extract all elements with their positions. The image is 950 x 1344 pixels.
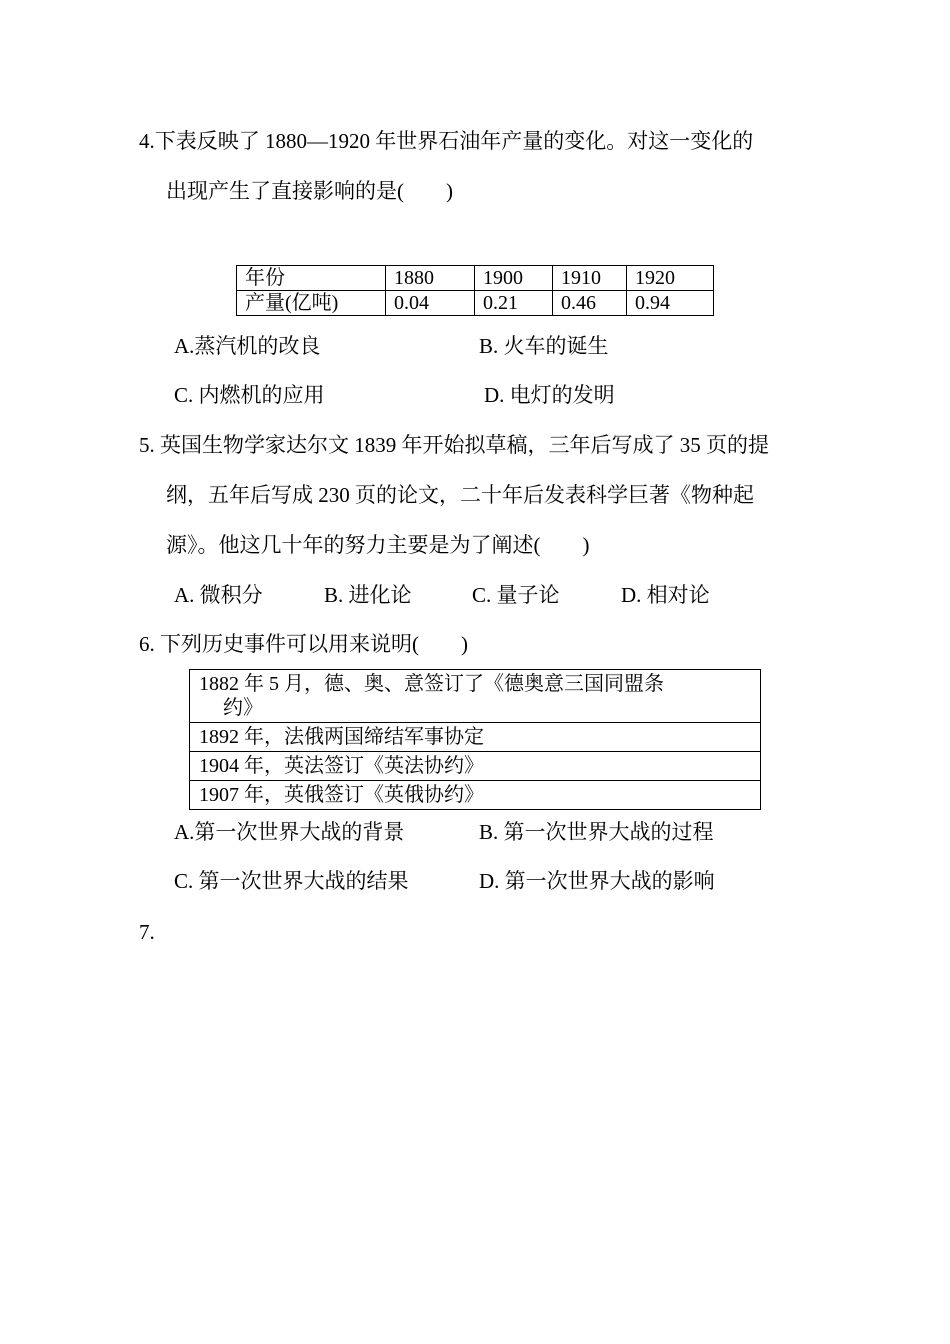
table-cell: 0.04 bbox=[386, 291, 475, 316]
q6-option-d[interactable]: D. 第一次世界大战的影响 bbox=[479, 869, 715, 893]
q6-option-c[interactable]: C. 第一次世界大战的结果 bbox=[174, 869, 409, 893]
q5-option-b[interactable]: B. 进化论 bbox=[324, 583, 412, 607]
table-row bbox=[190, 781, 761, 810]
table-row bbox=[190, 670, 761, 723]
table-row bbox=[190, 752, 761, 781]
q5-option-a[interactable]: A. 微积分 bbox=[174, 583, 263, 607]
table-cell: 0.46 bbox=[553, 291, 627, 316]
q6-option-a[interactable]: A.第一次世界大战的背景 bbox=[174, 820, 405, 844]
table-cell: 1920 bbox=[627, 266, 714, 291]
q4-option-d[interactable]: D. 电灯的发明 bbox=[484, 383, 615, 407]
q4-stem-line2: 出现产生了直接影响的是( ) bbox=[166, 179, 453, 203]
q4-option-a[interactable]: A.蒸汽机的改良 bbox=[174, 334, 321, 358]
table-cell: 0.21 bbox=[475, 291, 553, 316]
table-cell: 产量(亿吨) bbox=[237, 291, 386, 316]
q5-stem-line1: 5. 英国生物学家达尔文 1839 年开始拟草稿，三年后写成了 35 页的提 bbox=[139, 433, 769, 457]
table-cell: 1900 bbox=[475, 266, 553, 291]
q4-option-b[interactable]: B. 火车的诞生 bbox=[479, 334, 609, 358]
q6-stem: 6. 下列历史事件可以用来说明( ) bbox=[139, 632, 468, 656]
table-cell: 0.94 bbox=[627, 291, 714, 316]
q4-oil-production-table bbox=[236, 265, 714, 316]
table-cell: 1880 bbox=[386, 266, 475, 291]
q6-events-table bbox=[189, 669, 761, 810]
q5-option-d[interactable]: D. 相对论 bbox=[621, 583, 710, 607]
q5-stem-line3: 源》。他这几十年的努力主要是为了阐述( ) bbox=[166, 533, 590, 557]
q6-event-1-line1: 1882 年 5 月，德、奥、意签订了《德奥意三国同盟条 bbox=[199, 673, 664, 695]
table-cell: 1910 bbox=[553, 266, 627, 291]
q6-event-3: 1904 年，英法签订《英法协约》 bbox=[190, 752, 761, 781]
q6-event-1-line2: 约》 bbox=[223, 697, 263, 719]
q4-stem-line1: 4.下表反映了 1880—1920 年世界石油年产量的变化。对这一变化的 bbox=[139, 129, 754, 153]
q4-option-c[interactable]: C. 内燃机的应用 bbox=[174, 383, 325, 407]
q5-stem-line2: 纲，五年后写成 230 页的论文，二十年后发表科学巨著《物种起 bbox=[166, 483, 754, 507]
table-cell bbox=[190, 670, 761, 723]
q7-number: 7. bbox=[139, 920, 155, 944]
table-row bbox=[190, 723, 761, 752]
table-row bbox=[237, 266, 714, 291]
table-cell: 年份 bbox=[237, 266, 386, 291]
q6-event-2: 1892 年，法俄两国缔结军事协定 bbox=[190, 723, 761, 752]
q6-event-4: 1907 年，英俄签订《英俄协约》 bbox=[190, 781, 761, 810]
table-row bbox=[237, 291, 714, 316]
q6-option-b[interactable]: B. 第一次世界大战的过程 bbox=[479, 820, 714, 844]
q5-option-c[interactable]: C. 量子论 bbox=[472, 583, 560, 607]
